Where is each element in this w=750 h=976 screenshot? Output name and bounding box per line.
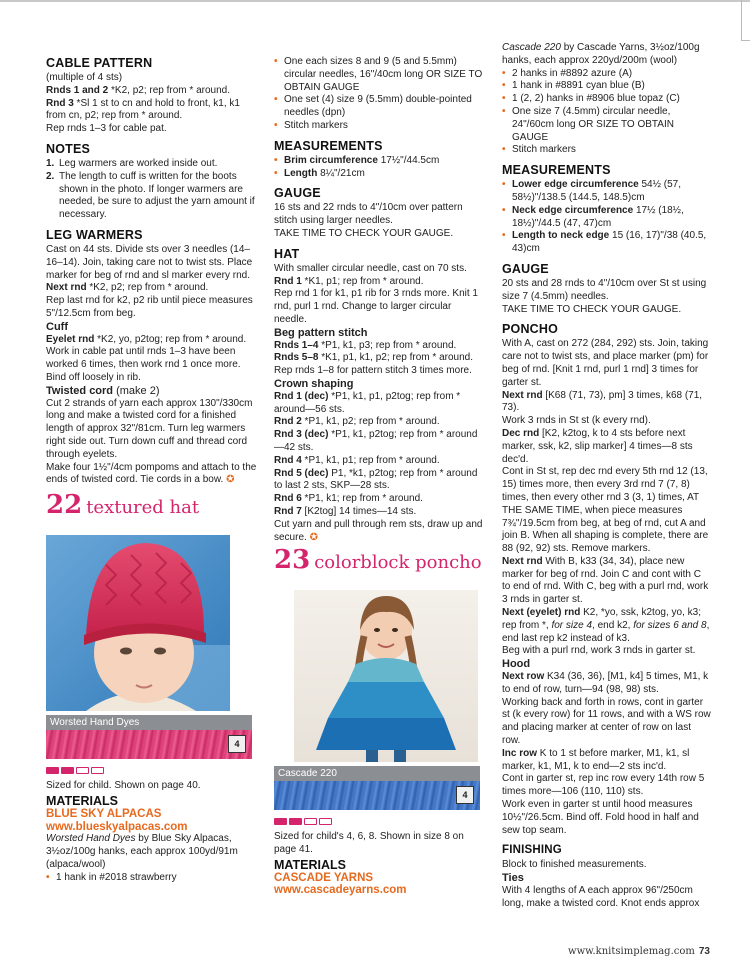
column-1 [46, 56, 262, 916]
hat-measurements-list [274, 155, 484, 181]
hat-yarn-desc: Worsted Hand Dyes by Blue Sky Alpacas, 3½oz/100g hanks, each approx 100yd/91m (alpaca/wool) [46, 833, 238, 870]
poncho-photo [294, 590, 478, 762]
poncho-sized: Sized for child's 4, 6, 8. Shown in size 8 on page 41. [274, 831, 464, 856]
crown-rnd: Rnd 2 *P1, k1, p2; rep from * around. [274, 416, 440, 428]
poncho-measurements-list [502, 179, 712, 256]
list-item: • Length 8¼"/21cm [274, 167, 365, 179]
list-item: • Lower edge circumference 54½ (57, 58½)"/138.5 (144.5, 148.5)cm [502, 179, 681, 203]
twisted-cord-text: Cut 2 strands of yarn each approx 130"/330cm long and make a twisted cord for a finished length of approx 32"/81cm. Turn leg warmers right side out. Turn down cuff and thread cord through eyelets. [46, 397, 253, 460]
hat-section-heading [46, 490, 262, 529]
cuff-work: Work in cable pat until rnds 1–3 have been worked 6 times, then work rnd 1 once more. [46, 346, 241, 371]
hood-next-row: Next row K34 (36, 36), [M1, k4] 5 times, M1, k to end of row, turn—94 (98, 98) sts. [502, 671, 709, 695]
skill-level-icon [46, 767, 262, 774]
list-item: • Brim circumference 17½"/44.5cm [274, 154, 440, 166]
end-mark-icon: ✪ [226, 474, 235, 486]
list-item: • Neck edge circumference 17½ (18½, 18½)"/44.5 (47, 47)cm [502, 204, 684, 229]
finishing-block: Block to finished measurements. [502, 859, 647, 871]
hat-gauge-check: TAKE TIME TO CHECK YOUR GAUGE. [274, 227, 454, 239]
list-item: • 1 (2, 2) hanks in #8906 blue topaz (C) [502, 93, 680, 105]
yarn-weight-icon: 4 [456, 786, 474, 804]
list-item: • 2 hanks in #8892 azure (A) [502, 67, 633, 79]
beg-rnds-1-4: Rnds 1–4 *P1, k1, p3; rep from * around. [274, 339, 457, 351]
poncho-gauge-heading: GAUGE [502, 261, 549, 276]
hat-title: textured hat [86, 497, 200, 519]
hat-yarn-strip [46, 730, 252, 759]
finishing-heading: FINISHING [502, 844, 562, 857]
top-rule [0, 0, 750, 2]
hat-gauge-heading: GAUGE [274, 186, 321, 201]
hat-yarn-label: Worsted Hand Dyes [46, 715, 252, 730]
list-item: • 1 hank in #2018 strawberry [46, 871, 177, 883]
hat-brand: BLUE SKY ALPACAS [46, 807, 162, 820]
hood-inc-row: Inc row K to 1 st before marker, M1, k1, sl marker, k1, M1, k to end—2 sts inc'd. [502, 747, 690, 772]
poncho-brand: CASCADE YARNS [274, 871, 374, 884]
cable-multiple: (multiple of 4 sts) [46, 72, 123, 83]
end-mark-icon: ✪ [309, 531, 318, 543]
poncho-measurements-heading: MEASUREMENTS [502, 163, 611, 178]
poncho-next-rnd-b: Next rnd With B, k33 (34, 34), place new marker for beg of rnd. Join C and cont with C to end of rnd. With C, beg with a purl rnd, work 3 rnds in garter st. [502, 555, 709, 606]
beg-pattern-heading: Beg pattern stitch [274, 326, 368, 339]
crown-rnd: Rnd 5 (dec) P1, *k1, p2tog; rep from * around to last 2 sts, SKP—28 sts. [274, 467, 478, 492]
hat-number: 22 [46, 490, 83, 521]
crown-shaping-heading: Crown shaping [274, 377, 354, 390]
poncho-beg-purl: Beg with a purl rnd, work 3 rnds in garter st. [502, 645, 696, 657]
hood-work-even: Work even in garter st until hood measures 10½"/26.5cm. Bind off. Fold hood in half and sew top seam. [502, 799, 699, 836]
needle-list [274, 56, 484, 133]
poncho-dec-rnd: Dec rnd [K2, k2tog, k to 4 sts before next marker, ssk, k2, slip marker] 4 times—8 sts dec'd. [502, 427, 693, 465]
ties-text: With 4 lengths of A each approx 96"/250cm long, make a twisted cord. Knot ends approx [502, 885, 700, 909]
crown-end: Cut yarn and pull through rem sts, draw up and secure. ✪ [274, 518, 483, 543]
hat-materials-heading: MATERIALS [46, 793, 118, 808]
hat-measurements-heading: MEASUREMENTS [274, 138, 383, 153]
leg-repeat: Rep last rnd for k2, p2 rib until piece measures 5"/12.5cm from beg. [46, 295, 253, 319]
poncho-next-rnd: Next rnd [K68 (71, 73), pm] 3 times, k68 (71, 73). [502, 389, 703, 414]
cable-rnd-3: Rnd 3 *Sl 1 st to cn and hold to front, k1, k1 from cn, p2; rep from * around. [46, 97, 240, 122]
pompom-text: Make four 1½"/4cm pompoms and attach to the ends of twisted cord. Tie cords in a bow. ✪ [46, 461, 257, 486]
leg-warmers-heading: LEG WARMERS [46, 227, 143, 242]
poncho-title: colorblock poncho [314, 552, 482, 574]
poncho-eyelet-rnd: Next (eyelet) rnd K2, *yo, ssk, k2tog, yo, k3; rep from *, for size 4, end k2, for sizes 6 and 8, end last rep k2 instead of k3. [502, 607, 710, 644]
list-item: • One each sizes 8 and 9 (5 and 5.5mm) circular needles, 16"/40cm long OR SIZE TO OBTAIN GAUGE [274, 56, 483, 93]
notes-heading: NOTES [46, 141, 91, 156]
twisted-cord-heading: Twisted cord (make 2) [46, 384, 160, 397]
beg-repeat: Rep rnds 1–8 for pattern stitch 3 times more. [274, 365, 472, 377]
hood-heading: Hood [502, 658, 531, 671]
list-item: • Stitch markers [502, 144, 576, 156]
poncho-number: 23 [274, 545, 311, 576]
eyelet-rnd: Eyelet rnd *K2, yo, p2tog; rep from * around. [46, 333, 247, 345]
poncho-gauge-text: 20 sts and 28 rnds to 4"/10cm over St st using size 7 (4.5mm) needles. [502, 277, 707, 302]
hat-photo [46, 535, 230, 711]
list-item: • One size 7 (4.5mm) circular needle, 24"/60cm long OR SIZE TO OBTAIN GAUGE [502, 105, 674, 143]
poncho-url: www.cascadeyarns.com [274, 884, 407, 897]
column-3 [502, 42, 712, 909]
poncho-yarn-desc: Cascade 220 by Cascade Yarns, 3½oz/100g hanks, each approx 220yd/200m (wool) [502, 42, 700, 66]
poncho-yarn-label: Cascade 220 [274, 766, 480, 781]
hat-cast-on: With smaller circular needle, cast on 70 sts. [274, 262, 467, 274]
hat-heading: HAT [274, 246, 300, 261]
leg-cast-on: Cast on 44 sts. Divide sts over 3 needles (14–16–14). Join, taking care not to twist sts. Place marker for beg of rnd and sl marker every rnd. [46, 243, 253, 281]
list-item: • Stitch markers [274, 119, 348, 131]
hat-gauge-text: 16 sts and 22 rnds to 4"/10cm over pattern stitch using larger needles. [274, 202, 463, 227]
hat-yarn-list [46, 872, 262, 885]
hat-sized: Sized for child. Shown on page 40. [46, 780, 201, 792]
page-number: 73 [698, 946, 710, 957]
poncho-yarn-strip [274, 781, 480, 810]
poncho-cast-on: With A, cast on 272 (284, 292) sts. Join, taking care not to twist sts, and place marker (pm) for beg of rnd. [Knit 1 rnd, purl 1 rnd] 3 times for garter st. [502, 338, 709, 388]
column-2 [274, 56, 484, 916]
crown-rnd: Rnd 6 *P1, k1; rep from * around. [274, 493, 423, 505]
cuff-bind-off: Bind off loosely in rib. [46, 371, 141, 383]
crown-rnd: Rnd 3 (dec) *P1, k1, p2tog; rep from * around—42 sts. [274, 429, 478, 453]
poncho-materials-heading: MATERIALS [274, 857, 346, 872]
list-item: • Length to neck edge 15 (16, 17)"/38 (40.5, 43)cm [502, 230, 707, 255]
yarn-weight-icon: 4 [228, 735, 246, 753]
leg-next-rnd: Next rnd *K2, p2; rep from * around. [46, 282, 209, 294]
footer-url: www.knitsimplemag.com [568, 946, 695, 957]
page-footer [568, 946, 710, 957]
hat-repeat: Rep rnd 1 for k1, p1 rib for 3 rnds more. Knit 1 rnd, purl 1 rnd. Change to larger circular needle. [274, 288, 478, 325]
crown-rnd: Rnd 7 [K2tog] 14 times—14 sts. [274, 505, 417, 517]
page-corner-mark [741, 0, 750, 41]
poncho-section-heading [274, 545, 484, 584]
cuff-heading: Cuff [46, 320, 68, 333]
poncho-yarn-swatch [274, 766, 480, 810]
cable-pattern-heading: CABLE PATTERN [46, 56, 153, 70]
skill-level-icon [274, 818, 484, 825]
crown-rnd: Rnd 4 *P1, k1, p1; rep from * around. [274, 454, 440, 466]
hood-work: Working back and forth in rows, cont in garter st (k every row) for 11 rows, and with a WS row and placing marker at center of row on last row. [502, 696, 711, 747]
poncho-heading: PONCHO [502, 322, 559, 337]
hood-cont-garter: Cont in garter st, rep inc row every 14th row 5 times more—106 (110, 110) sts. [502, 773, 705, 798]
crown-rnd: Rnd 1 (dec) *P1, k1, p1, p2tog; rep from * around—56 sts. [274, 390, 461, 415]
hat-rnd-1: Rnd 1 *K1, p1; rep from * around. [274, 275, 424, 287]
note-item: 2. The length to cuff is written for the boots shown in the photo. If longer warmers are needed, be sure to adjust the yarn amount if necessary. [46, 170, 255, 221]
note-item: 1. Leg warmers are worked inside out. [46, 157, 218, 169]
poncho-gauge-check: TAKE TIME TO CHECK YOUR GAUGE. [502, 303, 682, 315]
list-item: • 1 hank in #8891 cyan blue (B) [502, 80, 645, 92]
poncho-cont: Cont in St st, rep dec rnd every 5th rnd 12 (13, 15) times more, then every 3rd rnd 7 (7, 8) times, then every other rnd 3 (3, 1) times, AT THE SAME TIME, when piece measures 7¾"/19.5cm from beg, at beg of rnd, cut A and join B. When all shaping is complete, there are 88 (92, 92) sts. Remove markers. [502, 466, 709, 555]
list-item: • One set (4) size 9 (5.5mm) double-pointed needles (dpn) [274, 94, 472, 119]
cable-repeat: Rep rnds 1–3 for cable pat. [46, 123, 167, 135]
hat-url: www.blueskyalpacas.com [46, 820, 188, 833]
poncho-work-3: Work 3 rnds in St st (k every rnd). [502, 415, 651, 427]
hat-yarn-swatch [46, 715, 252, 759]
poncho-materials-list [502, 68, 712, 158]
notes-list [46, 158, 262, 222]
cable-rnds-1-2: Rnds 1 and 2 *K2, p2; rep from * around. [46, 84, 230, 96]
beg-rnds-5-8: Rnds 5–8 *K1, p1, k1, p2; rep from * around. [274, 352, 473, 364]
ties-heading: Ties [502, 872, 524, 885]
